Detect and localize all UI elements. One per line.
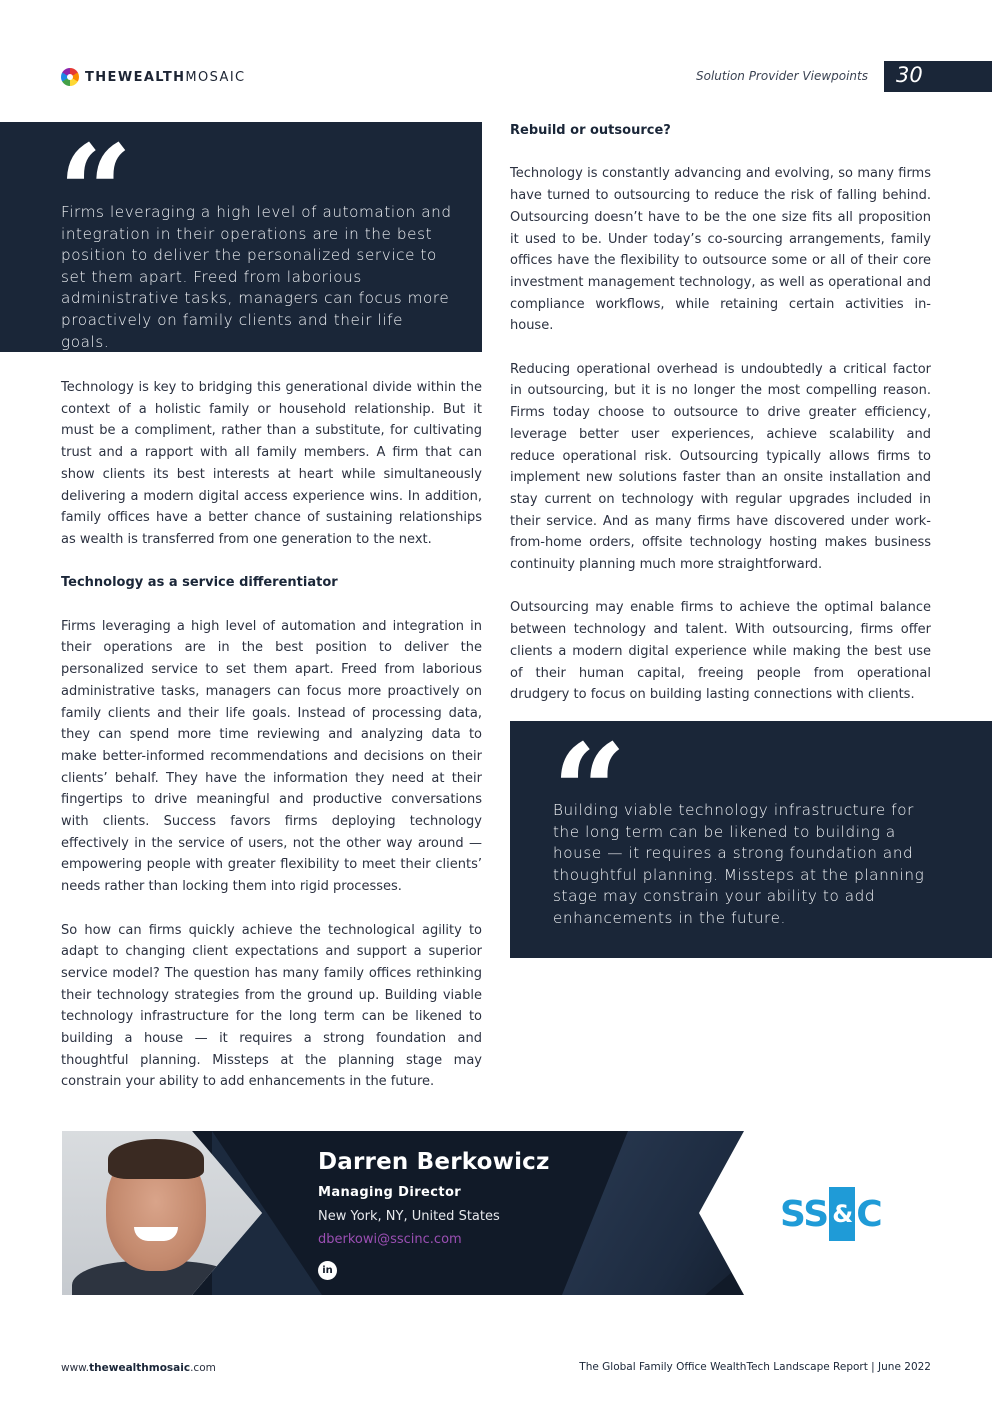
footer-report-title: The Global Family Office WealthTech Landscape Report | June 2022: [579, 1361, 931, 1373]
pull-quote-left: [0, 116, 482, 352]
body-paragraph: Firms leveraging a high level of automation and integration in their operations are in the best position to deliver the personalized service to set them apart. Freed from laborious administrative tasks, managers can focus more proactively on family clients and their life goals. Instead of processing data, they can spend more time reviewing and analyzing data to make better-informed recommendations and decisions on their clients’ behalf. They have the information they need at their fingertips to drive meaningful and productive conversations with clients. Success favors firms deploying technology effectively in the service of users, not the other way around — empowering people with greater flexibility to meet their clients’ needs rather than locking them into rigid processes.: [61, 618, 482, 895]
section-label: Solution Provider Viewpoints: [696, 69, 868, 83]
pull-quote-text: Firms leveraging a high level of automation and integration in their operations are in the best position to deliver the personalized service to set them apart. Freed from laborious administrative tasks, managers can focus more proactively on family clients and their life goals.: [61, 203, 452, 351]
author-name: Darren Berkowicz: [318, 1149, 550, 1175]
page-number-box: [884, 61, 992, 92]
pull-quote-text: Building viable technology infrastructure for the long term can be likened to building a house — it requires a strong foundation and thoughtful planning. Missteps at the planning stage may constrain your ability to add enhancements in the future.: [553, 801, 925, 927]
section-heading: Technology as a service differentiator: [61, 575, 338, 591]
body-paragraph: So how can firms quickly achieve the technological agility to adapt to changing client expectations and support a superior service model? The question has many family offices rethinking their technology strategies from the ground up. Building viable technology infrastructure for the long term can be likened to building a house — it requires a strong foundation and thoughtful planning. Missteps at the planning stage may constrain your ability to add enhancements in the future.: [61, 922, 482, 1090]
wealth-mosaic-logo[interactable]: [61, 66, 246, 88]
page-number: 30: [896, 63, 923, 87]
body-paragraph: Reducing operational overhead is undoubtedly a critical factor in outsourcing, but it is no longer the most compelling reason. Firms today choose to outsource to drive greater efficiency, leverage better user experiences, achieve scalability and reduce operational risk. Outsourcing typically allows firms to implement new solutions faster than an onsite installation and stay current on technology with regular upgrades included in their service. And as many firms have discovered under work-from-home orders, offsite technology hosting makes business continuity planning much more straightforward.: [510, 361, 931, 573]
author-email-link[interactable]: dberkowi@sscinc.com: [318, 1232, 462, 1247]
body-paragraph: Technology is key to bridging this generational divide within the context of a holistic family or household relationship. But it must be a compliment, rather than a substitute, for cultivating trust and a rapport with all family members. A firm that can show clients its best interests at heart while simultaneously delivering a modern digital access experience wins. In addition, family offices have a better chance of sustaining relationships as wealth is transferred from one generation to the next.: [61, 380, 482, 547]
right-column: [510, 120, 931, 728]
linkedin-icon[interactable]: in: [318, 1261, 337, 1280]
quote-mark-icon: “: [552, 715, 621, 868]
mosaic-logo-icon: [61, 68, 79, 86]
ssc-logo: SS & C: [780, 1187, 882, 1241]
left-column: [61, 377, 482, 1115]
body-paragraph: Outsourcing may enable firms to achieve the optimal balance between technology and talent. With outsourcing, firms offer clients a modern digital experience while making the best use of their human capital, freeing people from operational drudgery to focus on building lasting connections with clients.: [510, 600, 931, 703]
logo-wordmark: THEWEALTHMOSAIC: [85, 69, 246, 85]
section-heading: Rebuild or outsource?: [510, 123, 671, 138]
author-profile-card: [62, 1131, 931, 1295]
author-title: Managing Director: [318, 1185, 462, 1200]
pull-quote-right: [510, 715, 992, 958]
quote-mark-icon: “: [58, 116, 127, 269]
author-location: New York, NY, United States: [318, 1209, 500, 1224]
body-paragraph: Technology is constantly advancing and evolving, so many firms have turned to outsourcing to reduce the risk of falling behind. Outsourcing doesn’t have to be the one size fits all proposition it used to be. Under today’s co-sourcing arrangements, family offices have the flexibility to outsource some or all of their core investment management technology, as well as operational and compliance workflows, while retaining certain activities in-house.: [510, 166, 931, 334]
footer-url[interactable]: www.thewealthmosaic.com: [61, 1362, 216, 1374]
